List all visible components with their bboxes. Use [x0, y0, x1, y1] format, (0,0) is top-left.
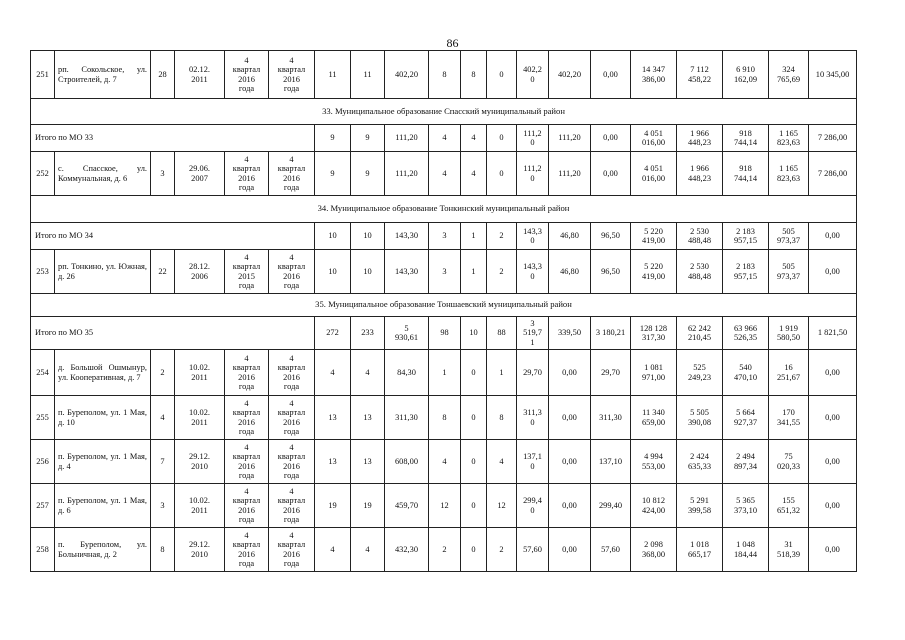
date-cell: 10.02. 2011: [175, 396, 225, 440]
section-heading: 33. Муниципальное образование Спасский муниципальный район: [31, 99, 857, 125]
quarter-cell: 4 квартал 2016 года: [269, 528, 315, 572]
value-cell: 14 347 386,00: [631, 51, 677, 99]
quarter-cell: 4 квартал 2016 года: [269, 250, 315, 294]
table-row: [31, 396, 857, 440]
value-cell: 10 345,00: [809, 51, 857, 99]
value-cell: 918 744,14: [723, 125, 769, 152]
value-cell: 10: [351, 223, 385, 250]
value-cell: 155 651,32: [769, 484, 809, 528]
page-number: 86: [446, 36, 459, 50]
value-cell: 19: [315, 484, 351, 528]
section-row: [31, 99, 857, 125]
value-cell: 0,00: [809, 440, 857, 484]
value-cell: 13: [351, 440, 385, 484]
value-cell: 4: [429, 440, 461, 484]
table-row: [31, 250, 857, 294]
value-cell: 29,70: [591, 350, 631, 396]
value-cell: 5 220 419,00: [631, 223, 677, 250]
value-cell: 0: [487, 152, 517, 196]
value-cell: 1 966 448,23: [677, 152, 723, 196]
value-cell: 0,00: [549, 440, 591, 484]
value-cell: 0,00: [549, 396, 591, 440]
value-cell: 137,10: [591, 440, 631, 484]
value-cell: 0,00: [549, 528, 591, 572]
value-cell: 62 242 210,45: [677, 317, 723, 350]
row-number: 257: [31, 484, 55, 528]
value-cell: 3: [429, 223, 461, 250]
total-row: [31, 223, 857, 250]
quarter-cell: 4 квартал 2016 года: [225, 350, 269, 396]
address-cell: рп. Сокольское, ул. Строителей, д. 7: [55, 51, 151, 99]
date-cell: 29.06. 2007: [175, 152, 225, 196]
value-cell: 10: [315, 223, 351, 250]
address-cell: рп. Тонкино, ул. Южная, д. 26: [55, 250, 151, 294]
quarter-cell: 4 квартал 2016 года: [225, 528, 269, 572]
value-cell: 1: [487, 350, 517, 396]
value-cell: 11: [315, 51, 351, 99]
quarter-cell: 4 квартал 2016 года: [225, 51, 269, 99]
address-cell: с. Спасское, ул. Коммунальная, д. 6: [55, 152, 151, 196]
value-cell: 608,00: [385, 440, 429, 484]
address-cell: п. Буреполом, ул. Больничная, д. 2: [55, 528, 151, 572]
value-cell: 4: [315, 528, 351, 572]
table-row: [31, 528, 857, 572]
value-cell: 299,4 0: [517, 484, 549, 528]
date-cell: 29.12. 2010: [175, 528, 225, 572]
value-cell: 22: [151, 250, 175, 294]
value-cell: 0: [461, 396, 487, 440]
value-cell: 324 765,69: [769, 51, 809, 99]
row-number: 255: [31, 396, 55, 440]
table-row: [31, 51, 857, 99]
value-cell: 4: [487, 440, 517, 484]
address-cell: д. Большой Ошмынур, ул. Кооперативная, д. 7: [55, 350, 151, 396]
value-cell: 111,20: [385, 125, 429, 152]
value-cell: 5 664 927,37: [723, 396, 769, 440]
value-cell: 111,20: [385, 152, 429, 196]
value-cell: 2 183 957,15: [723, 250, 769, 294]
value-cell: 432,30: [385, 528, 429, 572]
value-cell: 311,30: [385, 396, 429, 440]
table-row: [31, 350, 857, 396]
value-cell: 19: [351, 484, 385, 528]
value-cell: 2: [487, 223, 517, 250]
table-row: [31, 440, 857, 484]
value-cell: 1 048 184,44: [723, 528, 769, 572]
value-cell: 0,00: [809, 350, 857, 396]
value-cell: 111,2 0: [517, 125, 549, 152]
address-cell: п. Буреполом, ул. 1 Мая, д. 10: [55, 396, 151, 440]
value-cell: 2 530 488,48: [677, 223, 723, 250]
value-cell: 96,50: [591, 223, 631, 250]
value-cell: 57,60: [591, 528, 631, 572]
date-cell: 28.12. 2006: [175, 250, 225, 294]
quarter-cell: 4 квартал 2016 года: [269, 51, 315, 99]
value-cell: 3: [429, 250, 461, 294]
value-cell: 13: [351, 396, 385, 440]
section-heading: 35. Муниципальное образование Тоншаевский муниципальный район: [31, 294, 857, 317]
value-cell: 1: [461, 250, 487, 294]
total-label: Итого по МО 33: [31, 125, 315, 152]
value-cell: 137,1 0: [517, 440, 549, 484]
total-row: [31, 317, 857, 350]
quarter-cell: 4 квартал 2016 года: [269, 152, 315, 196]
value-cell: 96,50: [591, 250, 631, 294]
value-cell: 0: [461, 528, 487, 572]
value-cell: 8: [429, 396, 461, 440]
value-cell: 4: [351, 350, 385, 396]
table-row: [31, 152, 857, 196]
quarter-cell: 4 квартал 2016 года: [269, 396, 315, 440]
value-cell: 0,00: [809, 223, 857, 250]
value-cell: 233: [351, 317, 385, 350]
table-row: [31, 484, 857, 528]
value-cell: 0: [461, 350, 487, 396]
section-row: [31, 196, 857, 223]
date-cell: 10.02. 2011: [175, 350, 225, 396]
value-cell: 16 251,67: [769, 350, 809, 396]
value-cell: 10 812 424,00: [631, 484, 677, 528]
value-cell: 402,20: [385, 51, 429, 99]
value-cell: 2 183 957,15: [723, 223, 769, 250]
row-number: 253: [31, 250, 55, 294]
value-cell: 0: [487, 125, 517, 152]
value-cell: 459,70: [385, 484, 429, 528]
value-cell: 11: [351, 51, 385, 99]
value-cell: 505 973,37: [769, 250, 809, 294]
value-cell: 3 519,7 1: [517, 317, 549, 350]
value-cell: 272: [315, 317, 351, 350]
value-cell: 170 341,55: [769, 396, 809, 440]
quarter-cell: 4 квартал 2016 года: [269, 350, 315, 396]
value-cell: 3: [151, 152, 175, 196]
value-cell: 5 220 419,00: [631, 250, 677, 294]
value-cell: 1: [461, 223, 487, 250]
value-cell: 4 051 016,00: [631, 152, 677, 196]
value-cell: 75 020,33: [769, 440, 809, 484]
value-cell: 505 973,37: [769, 223, 809, 250]
quarter-cell: 4 квартал 2016 года: [225, 440, 269, 484]
date-cell: 02.12. 2011: [175, 51, 225, 99]
value-cell: 2: [151, 350, 175, 396]
value-cell: 299,40: [591, 484, 631, 528]
value-cell: 1 966 448,23: [677, 125, 723, 152]
value-cell: 4: [151, 396, 175, 440]
value-cell: 143,30: [385, 223, 429, 250]
value-cell: 1 081 971,00: [631, 350, 677, 396]
value-cell: 7 112 458,22: [677, 51, 723, 99]
value-cell: 4: [461, 152, 487, 196]
value-cell: 31 518,39: [769, 528, 809, 572]
value-cell: 4: [429, 152, 461, 196]
value-cell: 2: [487, 250, 517, 294]
value-cell: 3 180,21: [591, 317, 631, 350]
quarter-cell: 4 квартал 2015 года: [225, 250, 269, 294]
value-cell: 63 966 526,35: [723, 317, 769, 350]
value-cell: 128 128 317,30: [631, 317, 677, 350]
total-row: [31, 125, 857, 152]
value-cell: 7 286,00: [809, 152, 857, 196]
total-label: Итого по МО 35: [31, 317, 315, 350]
value-cell: 5 365 373,10: [723, 484, 769, 528]
value-cell: 10: [315, 250, 351, 294]
value-cell: 11 340 659,00: [631, 396, 677, 440]
value-cell: 2 494 897,34: [723, 440, 769, 484]
value-cell: 4: [461, 125, 487, 152]
value-cell: 6 910 162,09: [723, 51, 769, 99]
value-cell: 0,00: [809, 484, 857, 528]
value-cell: 9: [315, 125, 351, 152]
section-row: [31, 294, 857, 317]
row-number: 256: [31, 440, 55, 484]
housing-program-table: [30, 50, 857, 572]
value-cell: 1 821,50: [809, 317, 857, 350]
value-cell: 5 505 390,08: [677, 396, 723, 440]
section-heading: 34. Муниципальное образование Тонкинский муниципальный район: [31, 196, 857, 223]
quarter-cell: 4 квартал 2016 года: [225, 152, 269, 196]
date-cell: 29.12. 2010: [175, 440, 225, 484]
value-cell: 402,2 0: [517, 51, 549, 99]
value-cell: 525 249,23: [677, 350, 723, 396]
value-cell: 46,80: [549, 223, 591, 250]
value-cell: 2 424 635,33: [677, 440, 723, 484]
total-label: Итого по МО 34: [31, 223, 315, 250]
value-cell: 0,00: [549, 350, 591, 396]
value-cell: 311,30: [591, 396, 631, 440]
value-cell: 88: [487, 317, 517, 350]
value-cell: 0,00: [591, 51, 631, 99]
value-cell: 8: [429, 51, 461, 99]
value-cell: 10: [351, 250, 385, 294]
value-cell: 2: [487, 528, 517, 572]
value-cell: 7 286,00: [809, 125, 857, 152]
value-cell: 339,50: [549, 317, 591, 350]
value-cell: 2 098 368,00: [631, 528, 677, 572]
value-cell: 143,30: [385, 250, 429, 294]
value-cell: 9: [315, 152, 351, 196]
row-number: 254: [31, 350, 55, 396]
value-cell: 2: [429, 528, 461, 572]
value-cell: 0,00: [809, 396, 857, 440]
value-cell: 98: [429, 317, 461, 350]
value-cell: 0,00: [549, 484, 591, 528]
value-cell: 311,3 0: [517, 396, 549, 440]
value-cell: 111,20: [549, 125, 591, 152]
row-number: 258: [31, 528, 55, 572]
value-cell: 4: [351, 528, 385, 572]
value-cell: 540 470,10: [723, 350, 769, 396]
value-cell: 9: [351, 125, 385, 152]
value-cell: 13: [315, 396, 351, 440]
value-cell: 143,3 0: [517, 223, 549, 250]
value-cell: 8: [487, 396, 517, 440]
quarter-cell: 4 квартал 2016 года: [269, 440, 315, 484]
value-cell: 111,2 0: [517, 152, 549, 196]
value-cell: 4 051 016,00: [631, 125, 677, 152]
date-cell: 10.02. 2011: [175, 484, 225, 528]
value-cell: 0: [461, 484, 487, 528]
quarter-cell: 4 квартал 2016 года: [225, 484, 269, 528]
value-cell: 12: [429, 484, 461, 528]
value-cell: 1 165 823,63: [769, 125, 809, 152]
value-cell: 0,00: [809, 250, 857, 294]
value-cell: 7: [151, 440, 175, 484]
value-cell: 9: [351, 152, 385, 196]
value-cell: 111,20: [549, 152, 591, 196]
value-cell: 402,20: [549, 51, 591, 99]
quarter-cell: 4 квартал 2016 года: [225, 396, 269, 440]
value-cell: 1 919 580,50: [769, 317, 809, 350]
value-cell: 8: [151, 528, 175, 572]
value-cell: 29,70: [517, 350, 549, 396]
value-cell: 10: [461, 317, 487, 350]
row-number: 251: [31, 51, 55, 99]
value-cell: 1 018 665,17: [677, 528, 723, 572]
value-cell: 13: [315, 440, 351, 484]
value-cell: 4: [429, 125, 461, 152]
value-cell: 0: [461, 440, 487, 484]
value-cell: 918 744,14: [723, 152, 769, 196]
value-cell: 84,30: [385, 350, 429, 396]
value-cell: 0,00: [591, 125, 631, 152]
quarter-cell: 4 квартал 2016 года: [269, 484, 315, 528]
value-cell: 1: [429, 350, 461, 396]
value-cell: 5 930,61: [385, 317, 429, 350]
value-cell: 0,00: [591, 152, 631, 196]
value-cell: 2 530 488,48: [677, 250, 723, 294]
value-cell: 5 291 399,58: [677, 484, 723, 528]
value-cell: 12: [487, 484, 517, 528]
value-cell: 4 994 553,00: [631, 440, 677, 484]
value-cell: 143,3 0: [517, 250, 549, 294]
address-cell: п. Буреполом, ул. 1 Мая, д. 4: [55, 440, 151, 484]
value-cell: 0: [487, 51, 517, 99]
value-cell: 3: [151, 484, 175, 528]
value-cell: 8: [461, 51, 487, 99]
value-cell: 1 165 823,63: [769, 152, 809, 196]
value-cell: 28: [151, 51, 175, 99]
value-cell: 46,80: [549, 250, 591, 294]
address-cell: п. Буреполом, ул. 1 Мая, д. 6: [55, 484, 151, 528]
value-cell: 0,00: [809, 528, 857, 572]
value-cell: 4: [315, 350, 351, 396]
row-number: 252: [31, 152, 55, 196]
value-cell: 57,60: [517, 528, 549, 572]
